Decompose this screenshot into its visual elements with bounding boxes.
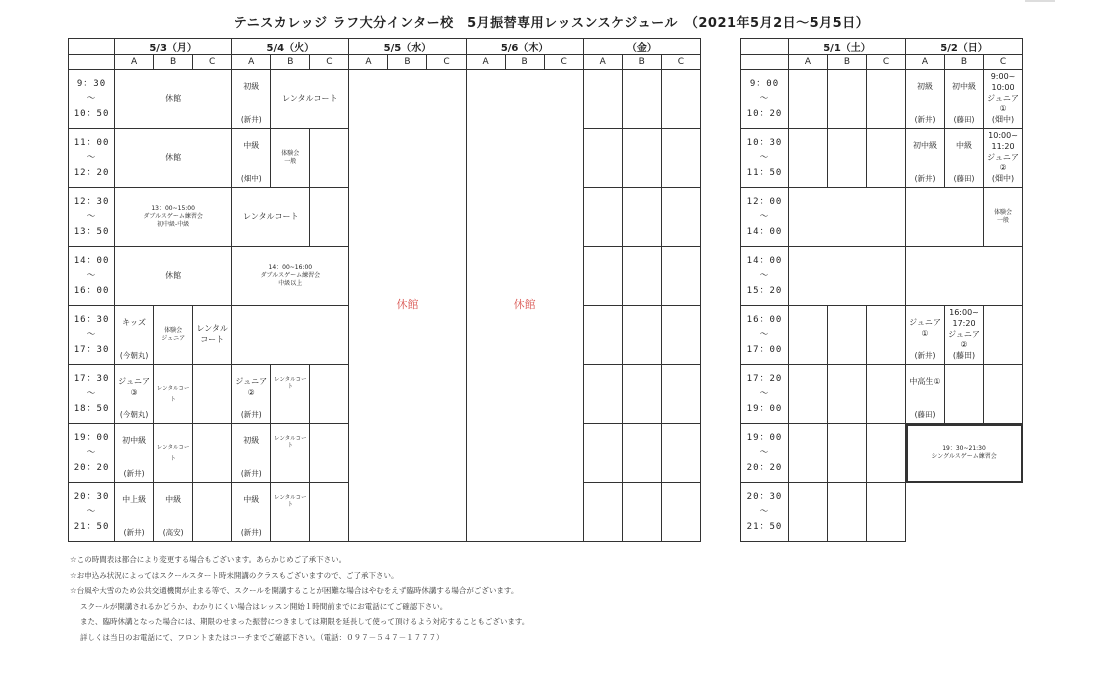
empty-cell bbox=[622, 424, 661, 483]
time-header-blank bbox=[741, 55, 789, 70]
lesson-cell: 9:00~ 10:00 ジュニア① (畑中) bbox=[984, 70, 1023, 129]
lesson-cell: 中級 (畑中) bbox=[232, 129, 271, 188]
empty-cell bbox=[661, 247, 700, 306]
court-header: C bbox=[427, 55, 466, 70]
empty-cell bbox=[661, 306, 700, 365]
empty-cell bbox=[984, 306, 1023, 365]
closed-thu: 休館 bbox=[466, 70, 583, 542]
trial-cell: 体験会 ジュニア bbox=[154, 306, 193, 365]
lesson-cell: キッズ (今朝丸) bbox=[115, 306, 154, 365]
court-header: C bbox=[310, 55, 349, 70]
trial-cell: 体験会 一般 bbox=[271, 129, 310, 188]
empty-cell bbox=[583, 483, 622, 542]
time-cell: 19：00 ～ 20：20 bbox=[69, 424, 115, 483]
empty-cell bbox=[193, 483, 232, 542]
day-header: 5/6（木） bbox=[466, 39, 583, 55]
lesson-cell: ジュニア② (新井) bbox=[232, 365, 271, 424]
court-header: B bbox=[388, 55, 427, 70]
lesson-cell: 中級 (藤田) bbox=[945, 129, 984, 188]
time-cell: 14：00 ～ 15：20 bbox=[741, 247, 789, 306]
rental-court-cell: レンタルコート bbox=[154, 424, 193, 483]
court-header: C bbox=[193, 55, 232, 70]
day-header: 5/2（日） bbox=[906, 39, 1023, 55]
empty-cell bbox=[661, 188, 700, 247]
schedule-table-weekend bbox=[740, 38, 1023, 542]
empty-cell bbox=[310, 188, 349, 247]
court-header: B bbox=[154, 55, 193, 70]
time-header-blank bbox=[69, 55, 115, 70]
time-cell: 16：00 ～ 17：00 bbox=[741, 306, 789, 365]
note-line: ☆台風や大雪のため公共交通機関が止まる等で、スクールを開講することが困難な場合はやむをえず臨時休講する場合がございます。 bbox=[70, 586, 519, 595]
note-line: ☆お申込み状況によってはスクールスタート時未開講のクラスもございますので、ご了承下さい。 bbox=[70, 570, 399, 580]
empty-cell bbox=[789, 424, 828, 483]
empty-cell bbox=[945, 365, 984, 424]
rental-court-cell: レンタルコート bbox=[232, 188, 310, 247]
empty-cell bbox=[583, 129, 622, 188]
empty-cell bbox=[867, 70, 906, 129]
top-edge-mark bbox=[1025, 0, 1055, 2]
empty-cell bbox=[789, 129, 828, 188]
empty-cell bbox=[984, 365, 1023, 424]
trial-cell: 体験会 一般 bbox=[984, 188, 1023, 247]
event-cell: 19：30~21:30 シングルスゲーム練習会 bbox=[906, 424, 1023, 483]
empty-cell bbox=[622, 247, 661, 306]
time-header-blank bbox=[69, 39, 115, 55]
court-header: A bbox=[115, 55, 154, 70]
empty-cell bbox=[310, 129, 349, 188]
empty-cell bbox=[828, 129, 867, 188]
lesson-cell: 初級 (新井) bbox=[906, 70, 945, 129]
empty-cell bbox=[867, 129, 906, 188]
day-header: 5/5（水） bbox=[349, 39, 466, 55]
event-cell: 14：00~16:00 ダブルスゲーム練習会 中級以上 bbox=[232, 247, 349, 306]
empty-cell bbox=[867, 424, 906, 483]
day-header: （金） bbox=[583, 39, 700, 55]
closed-cell: 休館 bbox=[115, 247, 232, 306]
empty-cell bbox=[661, 365, 700, 424]
lesson-cell: 中上級 (新井) bbox=[115, 483, 154, 542]
empty-cell bbox=[622, 306, 661, 365]
lesson-cell: ジュニア③ (今朝丸) bbox=[115, 365, 154, 424]
empty-cell bbox=[583, 70, 622, 129]
empty-cell bbox=[661, 70, 700, 129]
empty-cell bbox=[622, 70, 661, 129]
empty-cell bbox=[622, 483, 661, 542]
empty-cell bbox=[193, 424, 232, 483]
time-cell: 17：30 ～ 18：50 bbox=[69, 365, 115, 424]
time-header-blank bbox=[741, 39, 789, 55]
court-header: A bbox=[232, 55, 271, 70]
empty-cell bbox=[583, 424, 622, 483]
day-header: 5/4（火） bbox=[232, 39, 349, 55]
closed-wed: 休館 bbox=[349, 70, 466, 542]
time-cell: 20：30 ～ 21：50 bbox=[69, 483, 115, 542]
schedule-table-weekdays bbox=[68, 38, 701, 542]
empty-cell bbox=[789, 365, 828, 424]
rental-court-cell: レンタルコート bbox=[271, 365, 310, 424]
court-header: B bbox=[622, 55, 661, 70]
empty-cell bbox=[661, 129, 700, 188]
time-cell: 12：30 ～ 13：50 bbox=[69, 188, 115, 247]
note-line: ☆この時間表は都合により変更する場合もございます。あらかじめご了承下さい。 bbox=[70, 555, 347, 564]
lesson-cell: ジュニア① (新井) bbox=[906, 306, 945, 365]
lesson-cell: 中高生① (藤田) bbox=[906, 365, 945, 424]
court-header: A bbox=[583, 55, 622, 70]
empty-cell bbox=[310, 365, 349, 424]
empty-cell bbox=[789, 247, 906, 306]
empty-cell bbox=[583, 247, 622, 306]
court-header: B bbox=[828, 55, 867, 70]
page-title: テニスカレッジ ラフ大分インター校 5月振替専用レッスンスケジュール （2021年5月2日～5月5日） bbox=[233, 16, 870, 31]
lesson-cell: 中級 (新井) bbox=[232, 483, 271, 542]
empty-cell bbox=[828, 70, 867, 129]
closed-cell: 休館 bbox=[115, 70, 232, 129]
empty-cell bbox=[661, 483, 700, 542]
time-cell: 16：30 ～ 17：30 bbox=[69, 306, 115, 365]
empty-cell bbox=[789, 483, 828, 542]
empty-cell bbox=[622, 129, 661, 188]
empty-cell bbox=[906, 247, 1023, 306]
time-cell: 10：30 ～ 11：50 bbox=[741, 129, 789, 188]
lesson-cell: 16:00~ 17:20 ジュニア② (藤田) bbox=[945, 306, 984, 365]
empty-cell bbox=[867, 483, 906, 542]
lesson-cell: 初中級 (新井) bbox=[115, 424, 154, 483]
court-header: A bbox=[349, 55, 388, 70]
rental-court-cell: レンタルコート bbox=[271, 70, 349, 129]
court-header: C bbox=[661, 55, 700, 70]
rental-court-cell: レンタルコート bbox=[154, 365, 193, 424]
empty-cell bbox=[583, 365, 622, 424]
lesson-cell: 初級 (新井) bbox=[232, 70, 271, 129]
empty-cell bbox=[867, 365, 906, 424]
lesson-cell: 初級 (新井) bbox=[232, 424, 271, 483]
empty-cell bbox=[906, 483, 1023, 542]
court-header: C bbox=[984, 55, 1023, 70]
time-cell: 9：30 ～ 10：50 bbox=[69, 70, 115, 129]
note-line: また、臨時休講となった場合には、期限のせまった振替につきましては期限を延長して使って頂けるよう対応することもございます。 bbox=[80, 617, 530, 626]
rental-court-cell: レンタルコート bbox=[271, 483, 310, 542]
empty-cell bbox=[622, 188, 661, 247]
day-header: 5/1（土） bbox=[789, 39, 906, 55]
lesson-cell: 初中級 (新井) bbox=[906, 129, 945, 188]
lesson-cell: 初中級 (藤田) bbox=[945, 70, 984, 129]
court-header: B bbox=[271, 55, 310, 70]
empty-cell bbox=[310, 424, 349, 483]
time-cell: 17：20 ～ 19：00 bbox=[741, 365, 789, 424]
empty-cell bbox=[232, 306, 349, 365]
event-cell: 13：00~15:00 ダブルスゲーム練習会 初中級-中級 bbox=[115, 188, 232, 247]
rental-court-cell: レンタル コート bbox=[193, 306, 232, 365]
empty-cell bbox=[583, 188, 622, 247]
empty-cell bbox=[906, 188, 984, 247]
time-cell: 12：00 ～ 14：00 bbox=[741, 188, 789, 247]
empty-cell bbox=[828, 483, 867, 542]
closed-cell: 休館 bbox=[115, 129, 232, 188]
court-header: B bbox=[945, 55, 984, 70]
empty-cell bbox=[661, 424, 700, 483]
empty-cell bbox=[583, 306, 622, 365]
empty-cell bbox=[310, 483, 349, 542]
empty-cell bbox=[789, 306, 828, 365]
lesson-cell: 10:00~ 11:20 ジュニア② (畑中) bbox=[984, 129, 1023, 188]
empty-cell bbox=[828, 365, 867, 424]
rental-court-cell: レンタルコート bbox=[271, 424, 310, 483]
empty-cell bbox=[789, 188, 906, 247]
court-header: A bbox=[906, 55, 945, 70]
empty-cell bbox=[622, 365, 661, 424]
time-cell: 14：00 ～ 16：00 bbox=[69, 247, 115, 306]
time-cell: 11：00 ～ 12：20 bbox=[69, 129, 115, 188]
time-cell: 9：00 ～ 10：20 bbox=[741, 70, 789, 129]
court-header: A bbox=[466, 55, 505, 70]
court-header: C bbox=[544, 55, 583, 70]
empty-cell bbox=[867, 306, 906, 365]
court-header: B bbox=[505, 55, 544, 70]
empty-cell bbox=[193, 365, 232, 424]
day-header: 5/3（月） bbox=[115, 39, 232, 55]
court-header: A bbox=[789, 55, 828, 70]
empty-cell bbox=[828, 424, 867, 483]
note-line: 詳しくは当日のお電話にて、フロントまたはコーチまでご確認下さい。（電話：０９７－５４７－１７７７） bbox=[80, 632, 444, 642]
time-cell: 20：30 ～ 21：50 bbox=[741, 483, 789, 542]
time-cell: 19：00 ～ 20：20 bbox=[741, 424, 789, 483]
empty-cell bbox=[789, 70, 828, 129]
notes bbox=[70, 552, 529, 645]
court-header: C bbox=[867, 55, 906, 70]
lesson-cell: 中級 (高安) bbox=[154, 483, 193, 542]
note-line: スクールが開講されるかどうか、わかりにくい場合はレッスン開始１時間前までにお電話にてご確認下さい。 bbox=[80, 601, 448, 611]
empty-cell bbox=[828, 306, 867, 365]
